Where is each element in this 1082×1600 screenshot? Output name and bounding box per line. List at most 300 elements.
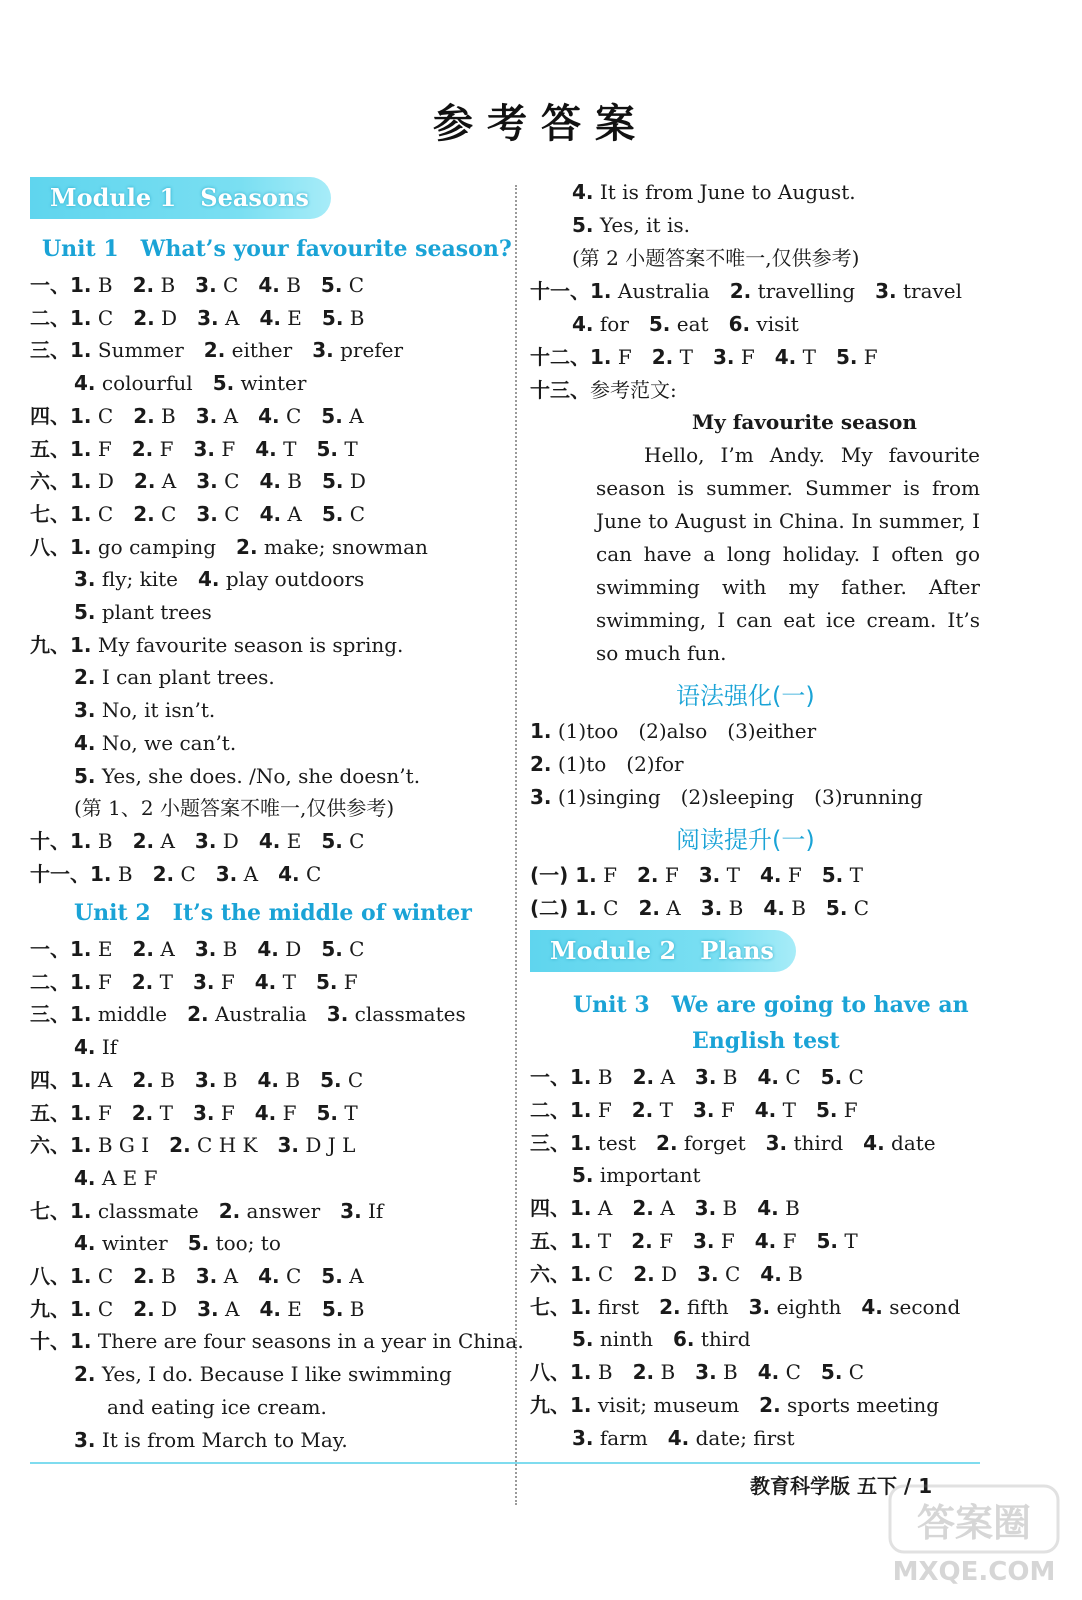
answer-text: T <box>337 1100 358 1125</box>
answer-row <box>530 341 878 373</box>
answer-text: B <box>654 1360 696 1385</box>
question-number: 2. <box>132 937 154 961</box>
question-number: 3. <box>74 698 96 723</box>
answer-text: B <box>716 1360 758 1385</box>
answer-text: D <box>154 1296 198 1321</box>
question-number: 3. <box>192 1100 215 1125</box>
question-number: 3. <box>194 1067 217 1092</box>
answer-text: eat <box>670 312 729 336</box>
answer-row <box>30 531 428 563</box>
question-number: 九、1. <box>530 1393 592 1417</box>
question-number: 四、1. <box>30 1067 92 1092</box>
question-number: 八、1. <box>30 534 92 559</box>
question-number: 九、1. <box>30 632 92 657</box>
answer-text: A <box>154 937 195 961</box>
answer-row <box>30 1325 524 1357</box>
question-number: 4. <box>572 312 594 336</box>
question-number: 十、1. <box>30 828 92 853</box>
answer-text: A <box>237 861 279 886</box>
question-number: 2. <box>759 1393 781 1417</box>
question-number: 5. <box>322 469 344 494</box>
answer-text: B <box>154 403 196 428</box>
answer-text: (1)singing (2)sleeping (3)running <box>551 785 923 809</box>
answer-text: C <box>154 501 197 526</box>
question-number: 十一、1. <box>530 279 612 303</box>
question-number: 2. <box>236 534 258 559</box>
question-number: 3. <box>748 1294 771 1319</box>
answer-text: A <box>654 1065 695 1089</box>
answer-text: fifth <box>680 1294 749 1319</box>
answer-text: sports meeting <box>780 1393 940 1417</box>
question-number: 2. <box>131 1100 154 1125</box>
question-number: 5. <box>321 828 343 853</box>
question-number: 4. <box>774 345 797 369</box>
watermark-logo <box>880 1478 1070 1590</box>
answer-text: eighth <box>770 1294 862 1319</box>
answer-row <box>30 465 366 497</box>
answer-text: Yes, I do. Because I like swimming <box>95 1362 452 1387</box>
footer-line <box>30 1462 980 1464</box>
answer-text: (第 1、2 小题答案不唯一,仅供参考) <box>74 796 395 821</box>
answer-text: A <box>154 828 195 853</box>
answer-text: F <box>214 1100 255 1125</box>
answer-text: There are four seasons in a year in China. <box>91 1329 524 1354</box>
answer-text: If <box>361 1198 384 1223</box>
answer-row <box>572 209 690 241</box>
answer-text: B <box>784 896 826 920</box>
question-number: 八、1. <box>530 1360 592 1385</box>
essay-title: My favourite season <box>692 410 917 434</box>
answer-text: I can plant trees. <box>95 665 275 690</box>
answer-text: B <box>343 305 365 330</box>
answer-row <box>74 1227 281 1259</box>
answer-text: date; first <box>689 1425 795 1450</box>
answer-text: A <box>659 896 701 920</box>
answer-text: first <box>591 1294 660 1319</box>
answer-text: A <box>155 469 197 494</box>
answer-text: middle <box>91 1002 188 1027</box>
question-number: 5. <box>316 1100 338 1125</box>
question-number: 九、1. <box>30 1296 92 1321</box>
question-number: 3. <box>74 567 96 592</box>
answer-text: T <box>591 1229 632 1253</box>
answer-text: C <box>342 828 365 853</box>
answer-text: C <box>91 501 134 526</box>
answer-text: If <box>95 1035 118 1060</box>
question-number: 4. <box>74 371 96 396</box>
answer-row <box>530 275 962 307</box>
question-number: 4. <box>754 1097 777 1122</box>
question-number: 3. <box>197 305 219 330</box>
question-number: (一) 1. <box>530 863 597 887</box>
answer-text: T <box>837 1229 858 1253</box>
answer-text: C <box>847 896 870 920</box>
unit-3-title-line2: English test <box>692 1028 840 1054</box>
question-number: 2. <box>638 896 660 920</box>
question-number: 5. <box>320 273 343 297</box>
question-number: 一、1. <box>30 937 92 961</box>
answer-row <box>30 400 364 432</box>
answer-row <box>30 825 365 857</box>
question-number: 5. <box>74 600 96 624</box>
question-number: 5. <box>316 436 338 461</box>
answer-text: T <box>653 1097 693 1122</box>
question-number: 5. <box>315 969 338 994</box>
question-number: 3. <box>572 1425 594 1450</box>
question-number: 2. <box>187 1002 209 1027</box>
answer-text: Yes, she does. /No, she doesn’t. <box>95 763 421 788</box>
answer-text: F <box>591 1097 632 1122</box>
answer-row <box>530 1389 939 1421</box>
question-number: 4. <box>74 1231 96 1256</box>
answer-text: F <box>215 436 256 461</box>
question-number: 4. <box>255 436 277 461</box>
answer-row <box>30 1064 363 1096</box>
answer-text: T <box>843 863 863 887</box>
question-number: 3. <box>765 1130 788 1155</box>
answer-text: important <box>593 1163 701 1188</box>
answer-text: play outdoors <box>219 567 365 592</box>
answer-row <box>74 760 420 792</box>
question-number: 2. <box>133 1296 155 1321</box>
question-number: 4. <box>198 567 220 592</box>
answer-text: C <box>342 937 365 961</box>
question-number: 五、1. <box>30 436 92 461</box>
svg-text:MXQE.COM: MXQE.COM <box>892 1557 1056 1587</box>
question-number: 3. <box>196 501 218 526</box>
answer-row <box>30 966 358 998</box>
answer-text: Summer <box>91 338 204 363</box>
answer-text: plant trees <box>95 600 212 624</box>
answer-text: F <box>153 436 194 461</box>
question-number: 4. <box>258 273 280 297</box>
question-number: 2. <box>133 305 155 330</box>
question-number: 4. <box>259 501 282 526</box>
answer-row <box>572 242 859 274</box>
answer-text: D <box>654 1261 698 1286</box>
answer-text: C <box>279 1264 322 1288</box>
answer-text: 参考范文: <box>590 378 677 402</box>
question-number: 4. <box>763 896 785 920</box>
answer-row <box>30 302 365 334</box>
question-number: 4. <box>863 1130 885 1155</box>
answer-row <box>30 1260 364 1292</box>
question-number: 十三、 <box>530 378 590 402</box>
answer-text: either <box>225 338 313 363</box>
answer-text: B <box>216 1067 258 1092</box>
answer-text: T <box>776 1097 816 1122</box>
question-number: 3. <box>312 338 334 363</box>
answer-text: T <box>337 436 358 461</box>
question-number: 七、1. <box>30 501 92 526</box>
answer-row <box>30 1195 383 1227</box>
answer-text: T <box>720 863 760 887</box>
answer-text: B <box>343 1296 365 1321</box>
question-number: 2. <box>133 403 155 428</box>
question-number: 3. <box>193 436 216 461</box>
question-number: 2. <box>169 1133 191 1158</box>
answer-row <box>30 433 358 465</box>
answer-text: C <box>842 1065 864 1089</box>
answer-text: B <box>216 937 258 961</box>
answer-text: A <box>342 403 364 428</box>
question-number: 3. <box>196 469 218 494</box>
answer-row <box>30 998 466 1030</box>
answer-text: forget <box>677 1130 766 1155</box>
question-number: 一、1. <box>530 1065 592 1089</box>
answer-text: B <box>91 273 133 297</box>
answer-row <box>530 374 677 406</box>
answer-text: make; snowman <box>257 534 428 559</box>
question-number: 4. <box>257 937 279 961</box>
question-number: 2. <box>131 969 154 994</box>
question-number: 5. <box>820 1065 843 1089</box>
answer-text: T <box>796 345 836 369</box>
question-number: 5. <box>321 501 344 526</box>
answer-text: (第 2 小题答案不唯一,仅供参考) <box>572 246 860 270</box>
answer-text: B <box>716 1196 758 1221</box>
question-number: (二) 1. <box>530 896 597 920</box>
answer-row <box>572 1159 701 1191</box>
question-number: 四、1. <box>30 403 92 428</box>
question-number: 4. <box>259 305 281 330</box>
answer-text: T <box>276 969 316 994</box>
answer-text: C <box>279 403 322 428</box>
question-number: 4. <box>74 1035 96 1060</box>
question-number: 3. <box>195 273 217 297</box>
answer-text: F <box>337 969 358 994</box>
question-number: 4. <box>278 861 300 886</box>
answer-row <box>530 1291 960 1323</box>
question-number: 5. <box>321 305 344 330</box>
answer-text: B <box>280 469 323 494</box>
question-number: 4. <box>259 469 281 494</box>
answer-row <box>530 1225 858 1257</box>
answer-text: ninth <box>593 1327 673 1352</box>
question-number: 2. <box>631 1229 653 1253</box>
answer-text: C <box>174 861 216 886</box>
answer-row <box>30 1097 358 1129</box>
svg-text:答案圈: 答案圈 <box>916 1501 1032 1545</box>
answer-text: B <box>778 1196 800 1221</box>
question-number: 2. <box>631 1097 654 1122</box>
question-number: 十、1. <box>30 1329 92 1354</box>
question-number: 3. <box>340 1198 362 1223</box>
answer-text: go camping <box>91 534 237 559</box>
question-number: 5. <box>835 345 858 369</box>
question-number: 2. <box>637 863 659 887</box>
answer-text: E <box>280 828 322 853</box>
answer-row <box>530 892 869 924</box>
answer-text: A <box>91 1067 133 1092</box>
answer-row <box>74 1358 452 1390</box>
answer-text: F <box>734 345 775 369</box>
answer-text: Yes, it is. <box>593 213 690 237</box>
question-number: 2. <box>133 1264 155 1288</box>
answer-text: C <box>91 1264 134 1288</box>
answer-text: It is from June to August. <box>593 180 856 204</box>
answer-text: C <box>342 273 365 297</box>
answer-text: C <box>91 305 134 330</box>
answer-text: D <box>216 828 259 853</box>
answer-text: B <box>722 896 764 920</box>
unit-2-title: Unit 2 It’s the middle of winter <box>74 900 472 926</box>
answer-row <box>107 1391 327 1423</box>
answer-text: C <box>91 403 134 428</box>
answer-text: (1)to (2)for <box>551 752 684 776</box>
question-number: 3. <box>194 828 217 853</box>
answer-text: B G I <box>91 1133 170 1158</box>
question-number: 3. <box>694 1196 717 1221</box>
answer-row <box>74 596 212 628</box>
question-number: 3. <box>692 1229 715 1253</box>
question-number: 4. <box>258 828 281 853</box>
question-number: 3. <box>694 1065 717 1089</box>
answer-row <box>74 694 215 726</box>
question-number: 4. <box>254 1100 277 1125</box>
answer-text: (1)too (2)also (3)either <box>551 719 817 743</box>
answer-text: F <box>596 863 637 887</box>
unit-3-title-line1: Unit 3 We are going to have an <box>573 992 969 1018</box>
answer-text: and eating ice cream. <box>107 1394 327 1419</box>
question-number: 五、1. <box>30 1100 92 1125</box>
answer-row <box>74 792 394 824</box>
answer-text: B <box>154 1264 196 1288</box>
question-number: 2. <box>131 436 154 461</box>
question-number: 4. <box>74 1165 96 1190</box>
question-number: 5. <box>572 213 594 237</box>
answer-row <box>530 1061 864 1093</box>
question-number: 四、1. <box>530 1196 592 1221</box>
question-number: 2. <box>632 1196 654 1221</box>
answer-text: F <box>776 1229 817 1253</box>
question-number: 3. <box>215 861 238 886</box>
question-number: 5. <box>572 1327 594 1352</box>
answer-row <box>530 1192 800 1224</box>
question-number: 5. <box>187 1231 210 1256</box>
answer-row <box>530 1258 803 1290</box>
question-number: 七、1. <box>530 1294 592 1319</box>
question-number: 2. <box>203 338 226 363</box>
answer-text: C <box>842 1360 865 1385</box>
question-number: 4. <box>667 1425 690 1450</box>
answer-row <box>30 1129 355 1161</box>
question-number: 5. <box>320 1067 342 1092</box>
answer-text: T <box>276 436 317 461</box>
question-number: 二、1. <box>30 305 92 330</box>
answer-text: D <box>343 469 366 494</box>
answer-text: T <box>153 1100 193 1125</box>
question-number: 4. <box>760 1261 782 1286</box>
answer-row <box>572 1323 751 1355</box>
answer-text: travel <box>896 279 963 303</box>
reading-title: 阅读提升(一) <box>676 826 815 854</box>
answer-text: too; to <box>209 1231 281 1256</box>
answer-row <box>30 269 364 301</box>
answer-text: classmates <box>348 1002 466 1027</box>
question-number: 5. <box>321 1296 344 1321</box>
answer-text: T <box>153 969 193 994</box>
answer-text: fly; kite <box>95 567 198 592</box>
answer-text: Australia <box>208 1002 327 1027</box>
answer-text: F <box>714 1097 755 1122</box>
answer-row <box>74 661 275 693</box>
answer-text: test <box>591 1130 657 1155</box>
question-number: 3. <box>74 1427 96 1452</box>
question-number: 2. <box>218 1198 241 1223</box>
answer-text: A <box>217 1264 259 1288</box>
question-number: 3. <box>695 1360 717 1385</box>
question-number: 三、1. <box>530 1130 592 1155</box>
answer-text: C <box>591 1261 634 1286</box>
answer-text: D <box>154 305 198 330</box>
answer-text: B <box>154 273 196 297</box>
question-number: 六、1. <box>30 1133 92 1158</box>
answer-text: A <box>342 1264 364 1288</box>
question-number: 3. <box>875 279 897 303</box>
question-number: 3. <box>197 1296 219 1321</box>
answer-text: F <box>857 345 878 369</box>
answer-text: B <box>716 1065 758 1089</box>
question-number: 三、1. <box>30 1002 92 1027</box>
answer-text: visit; museum <box>591 1393 760 1417</box>
answer-row <box>572 308 799 340</box>
answer-text: classmate <box>91 1198 219 1223</box>
question-number: 5. <box>572 1163 594 1188</box>
question-number: 5. <box>816 1229 838 1253</box>
question-number: 5. <box>825 896 848 920</box>
question-number: 4. <box>258 403 280 428</box>
answer-text: F <box>652 1229 693 1253</box>
answer-text: E <box>280 1296 322 1321</box>
question-number: 2. <box>633 1261 655 1286</box>
question-number: 4. <box>572 180 594 204</box>
answer-text: A <box>218 1296 260 1321</box>
answer-text: B <box>591 1360 633 1385</box>
answer-text: B <box>111 861 153 886</box>
answer-text: E <box>280 305 322 330</box>
answer-text: C <box>779 1360 821 1385</box>
module-2-banner: Module 2 Plans <box>530 930 796 972</box>
answer-text: F <box>91 969 132 994</box>
answer-text: C <box>779 1065 821 1089</box>
question-number: 3. <box>692 1097 715 1122</box>
question-number: 2. <box>133 501 155 526</box>
question-number: 1. <box>530 719 552 743</box>
question-number: 5. <box>212 371 235 396</box>
page-title: 参考答案 <box>433 101 649 147</box>
question-number: 6. <box>672 1327 695 1352</box>
question-number: 三、1. <box>30 338 92 363</box>
question-number: 5. <box>648 312 671 336</box>
answer-text: F <box>214 969 255 994</box>
answer-row <box>530 1094 858 1126</box>
answer-row <box>74 367 306 399</box>
answer-row <box>30 629 403 661</box>
question-number: 4. <box>759 863 782 887</box>
question-number: 六、1. <box>30 469 92 494</box>
answer-row <box>74 1424 348 1456</box>
answer-text: F <box>276 1100 317 1125</box>
question-number: 4. <box>74 730 96 755</box>
answer-row <box>74 727 236 759</box>
question-number: 六、1. <box>530 1261 592 1286</box>
question-number: 2. <box>132 273 155 297</box>
answer-row <box>530 1356 864 1388</box>
question-number: 七、1. <box>30 1198 92 1223</box>
answer-text: F <box>781 863 822 887</box>
answer-text: B <box>279 1067 321 1092</box>
